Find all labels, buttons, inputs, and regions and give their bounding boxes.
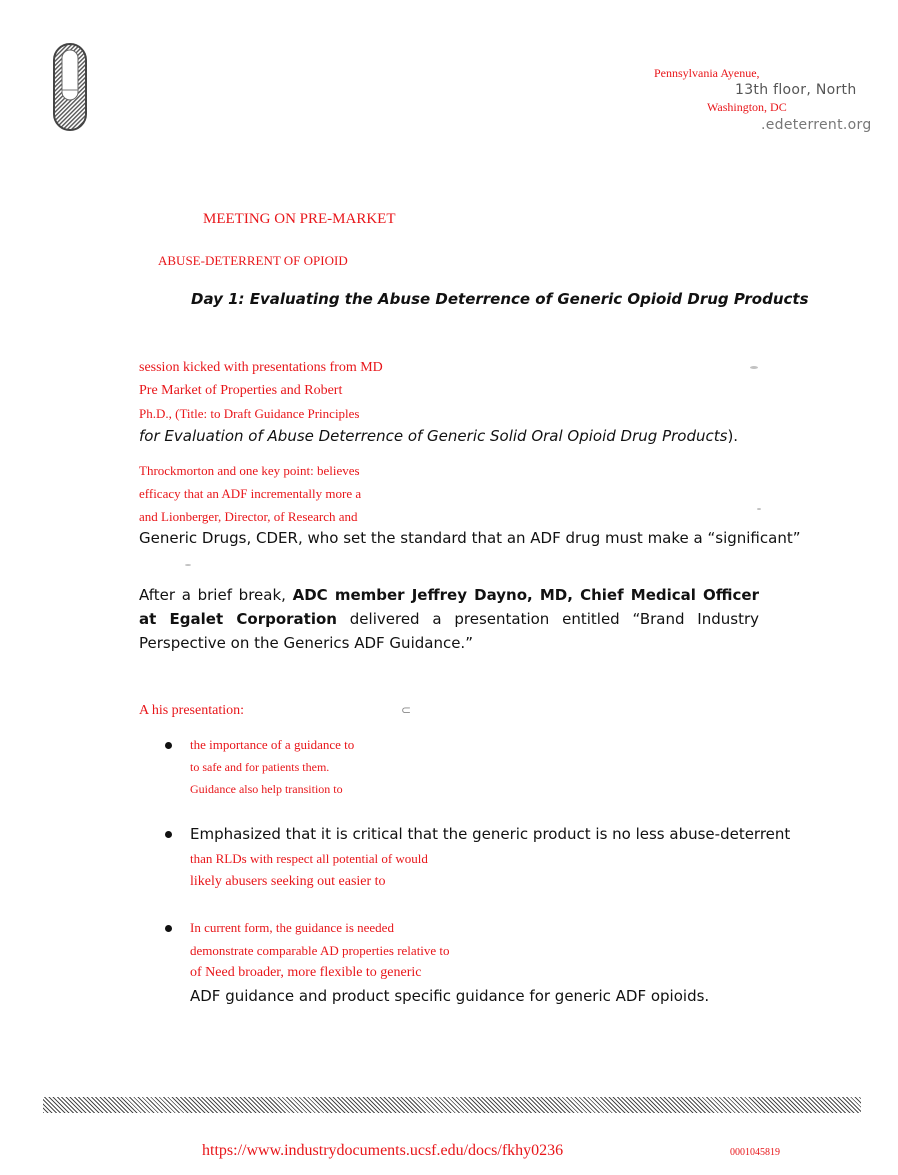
footer-url-link[interactable]: https://www.industrydocuments.ucsf.edu/docs/fkhy0236 — [202, 1142, 564, 1159]
para2-tail: delivered a presentation entitled “Brand Industry Perspective on the Generics ADF Guidance.” — [139, 610, 759, 652]
footer-doc-id: 0001045819 — [730, 1147, 780, 1158]
para1-line4 — [139, 427, 738, 445]
presentation-intro: A his presentation: — [139, 703, 244, 718]
para1-line1: session kicked with presentations from MD — [139, 360, 383, 375]
address-website: .edeterrent.org — [761, 117, 872, 133]
bullet3-line4: ADF guidance and product specific guidance for generic ADF opioids. — [190, 987, 710, 1005]
bullet-dot — [165, 742, 172, 749]
bullet-dot — [165, 925, 172, 932]
bullet2-line1: Emphasized that it is critical that the generic product is no less abuse-deterrent — [190, 825, 791, 843]
para2-bold: ADC member Jeffrey Dayno, MD, Chief Medical Officer at Egalet Corporation — [139, 586, 759, 628]
bullet1-line1: the importance of a guidance to — [190, 737, 355, 752]
bullet3-line1: In current form, the guidance is needed — [190, 920, 394, 935]
para1-line4-tail: ). — [727, 427, 739, 445]
bullet1-line2: to safe and for patients them. — [190, 760, 330, 774]
para2 — [139, 583, 759, 655]
para1-line3: Ph.D., (Title: to Draft Guidance Principles — [139, 406, 360, 421]
scan-smudge — [757, 508, 761, 510]
day1-heading: Day 1: Evaluating the Abuse Deterrence of Generic Opioid Drug Products — [191, 290, 809, 308]
para1-line2: Pre Market of Properties and Robert — [139, 383, 343, 398]
bullet2-line3: likely abusers seeking out easier to — [190, 874, 386, 889]
guidance-title-italic: for Evaluation of Abuse Deterrence of Generic Solid Oral Opioid Drug Products — [139, 427, 728, 445]
bullet3-line2: demonstrate comparable AD properties relative to — [190, 943, 450, 958]
address-street: Pennsylvania Ayenue, — [654, 66, 760, 80]
para1b-line1: Throckmorton and one key point: believes — [139, 463, 360, 478]
address-city: Washington, DC — [707, 100, 787, 114]
footer-hatched-bar — [43, 1097, 861, 1113]
bullet-dot — [165, 831, 172, 838]
capsule-logo-icon — [52, 42, 88, 132]
para1b-line4: Generic Drugs, CDER, who set the standard that an ADF drug must make a “significant” — [139, 529, 801, 547]
address-floor: 13th floor, North — [735, 82, 857, 98]
para1b-line2: efficacy that an ADF incrementally more a — [139, 486, 362, 501]
para2-lead: After a brief break, — [139, 586, 293, 604]
meeting-title: MEETING ON PRE-MARKET — [203, 211, 396, 227]
scan-smudge — [185, 564, 191, 566]
bullet2-line2: than RLDs with respect all potential of would — [190, 851, 428, 866]
bullet1-line3: Guidance also help transition to — [190, 782, 343, 796]
scan-mark: ⊂ — [401, 703, 412, 717]
para1b-line3: and Lionberger, Director, of Research and — [139, 509, 358, 524]
bullet3-line3: of Need broader, more flexible to generic — [190, 965, 422, 980]
meeting-subtitle: ABUSE-DETERRENT OF OPIOID — [158, 253, 348, 268]
scan-smudge — [750, 366, 758, 369]
